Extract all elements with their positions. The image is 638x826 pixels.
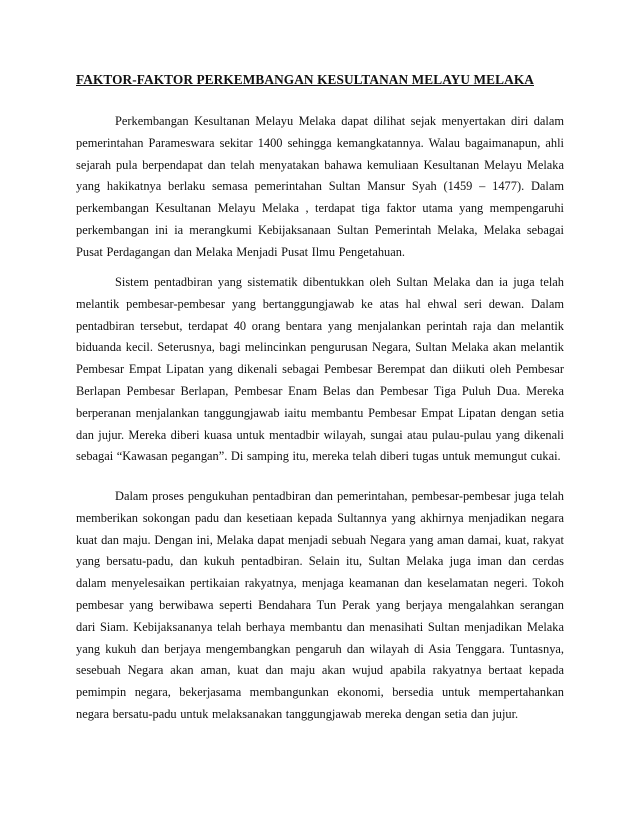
paragraph-1: Perkembangan Kesultanan Melayu Melaka dapat dilihat sejak menyertakan diri dalam pemerintahan Parameswara sekitar 1400 sehingga kemangkatannya. Walau bagaimanapun, ahli sejarah pula berpendapat dan telah menyatakan bahawa kemuliaan Kesultanan Melayu Melaka yang hakikatnya berlaku semasa pemerintahan Sultan Mansur Syah (1459 – 1477). Dalam perkembangan Kesultanan Melayu Melaka , terdapat tiga faktor utama yang mempengaruhi perkembangan ini ia merangkumi Kebijaksanaan Sultan Pemerintah Melaka, Melaka sebagai Pusat Perdagangan dan Melaka Menjadi Pusat Ilmu Pengetahuan. — [76, 114, 564, 259]
document-title: FAKTOR-FAKTOR PERKEMBANGAN KESULTANAN MELAYU MELAKA — [76, 72, 534, 87]
paragraph-3: Dalam proses pengukuhan pentadbiran dan pemerintahan, pembesar-pembesar juga telah memberikan sokongan padu dan kesetiaan kepada Sultannya yang akhirnya menjadikan negara kuat dan maju. Dengan ini, Melaka dapat menjadi sebuah Negara yang aman damai, kuat, rakyat yang bersatu-padu, dan kukuh pentadbiran. Selain itu, Sultan Melaka juga iman dan cerdas dalam menyelesaikan pertikaian rakyatnya, menjaga keamanan dan keselamatan negeri. Tokoh pembesar yang berwibawa seperti Bendahara Tun Perak yang berjaya mengalahkan serangan dari Siam. Kebijaksananya telah berhaya membantu dan menasihati Sultan menjadikan Melaka yang kukuh dan berjaya mengembangkan pengaruh dan wilayah di Asia Tenggara. Tuntasnya, sesebuah Negara akan aman, kuat dan maju akan wujud apabila rakyatnya bertaat kepada pemimpin negara, bekerjasama membangunkan ekonomi, bersedia untuk mempertahankan negara bersatu-padu untuk melaksanakan tanggungjawab mereka dengan setia dan jujur. — [76, 489, 564, 721]
paragraph-2: Sistem pentadbiran yang sistematik dibentukkan oleh Sultan Melaka dan ia juga telah melantik pembesar-pembesar yang bertanggungjawab ke atas hal ehwal seri dewan. Dalam pentadbiran tersebut, terdapat 40 orang bentara yang menjalankan perintah raja dan melantik biduanda kecil. Seterusnya, bagi melincinkan pengurusan Negara, Sultan Melaka akan melantik Pembesar Empat Lipatan yang dikenali sebagai Pembesar Berempat dan diikuti oleh Pembesar Berlapan Pembesar Berlapan, Pembesar Enam Belas dan Pembesar Tiga Puluh Dua. Mereka berperanan menjalankan tanggungjawab iaitu membantu Pembesar Empat Lipatan dengan setia dan jujur. Mereka diberi kuasa untuk mentadbir wilayah, sungai atau pulau-pulau yang dikenali sebagai “Kawasan pegangan”. Di samping itu, mereka telah diberi tugas untuk memungut cukai. — [76, 275, 564, 464]
